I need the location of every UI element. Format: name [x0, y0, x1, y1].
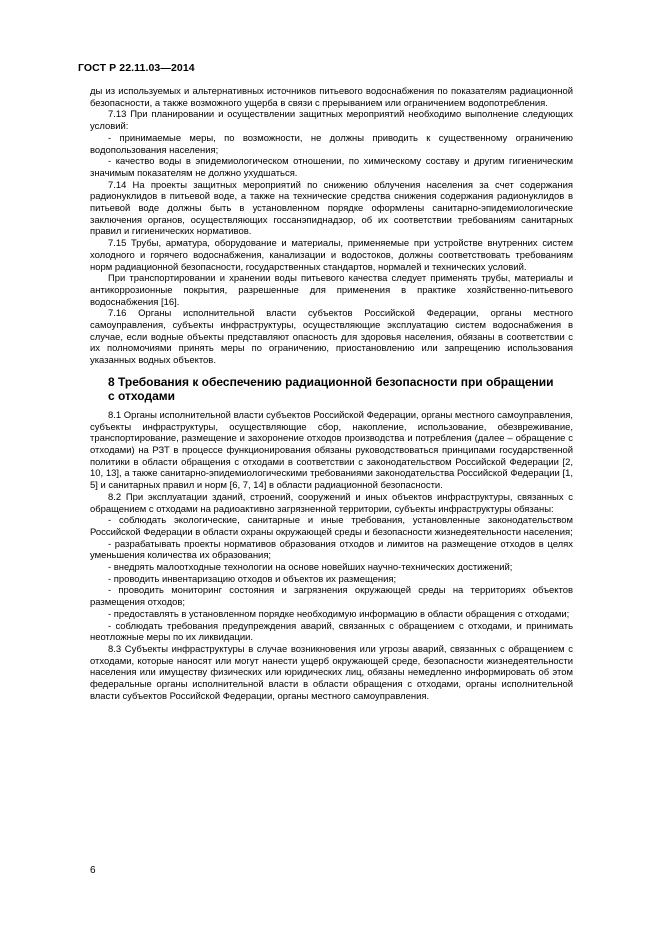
- list-item: - соблюдать экологические, санитарные и иные требования, установленные законодательством Российской Федерации в области охраны окружающей среды и безопасности жизнедеятельности населения;: [90, 515, 573, 538]
- list-item: - проводить инвентаризацию отходов и объектов их размещения;: [108, 573, 397, 585]
- section-heading-line1: 8 Требования к обеспечению радиационной безопасности при обращении: [108, 374, 554, 389]
- clause-7-15: 7.15 Трубы, арматура, оборудование и материалы, применяемые при устройстве внутренних систем холодного и горячего водоснабжения, канализации и водостоков, должны соответствовать требованиям норм радиационной безопасности, государственных стандартов, нормалей и технических условий.: [90, 238, 573, 273]
- list-item: - соблюдать требования предупреждения аварий, связанных с обращением с отходами, и принимать неотложные меры по их ликвидации.: [90, 620, 573, 644]
- list-item: - внедрять малоотходные технологии на основе новейших научно-технических достижений;: [108, 562, 513, 574]
- section-heading-line2: с отходами: [108, 388, 176, 403]
- list-item: - проводить мониторинг состояния и загрязнения окружающей среды на территориях объектов размещения отходов;: [90, 585, 573, 609]
- clause-7-13: 7.13 При планировании и осуществлении защитных мероприятий необходимо выполнение следующих условий:: [90, 109, 573, 133]
- clause-8-3: 8.3 Субъекты инфраструктуры в случае возникновения или угрозы аварий, связанных с обращением с отходами, которые наносят или могут нанести ущерб окружающей среде, безопасности жизнедеятельности населения или имуществу физических или юридических лиц, обязаны немедленно информировать об этом федеральные органы исполнительной власти в области обращения с отходами, органы исполнительной власти субъектов Российской Федерации, органы местного самоуправления.: [90, 643, 573, 702]
- clause-8-1: 8.1 Органы исполнительной власти субъектов Российской Федерации, органы местного самоуправления, субъекты инфраструктуры, осуществляющие сбор, накопление, использование, обезвреживание, транспортирование, размещение и захоронение отходов производства и потребления (далее – обращение с отходами) на РЗТ в процессе функционирования обязаны руководствоваться принципами государственной политики в области обращения с отходами в соответствии с законодательством Российской Федерации [2, 10, 13], а также санитарно-эпидемиологическими требованиями законодательства Российской Федерации [1, 5] и санитарных правил и норм [6, 7, 14] в области радиационной безопасности.: [90, 409, 573, 492]
- list-item: - качество воды в эпидемиологическом отношении, по химическому составу и другим гигиеническим значимым показателям не должно ухудшаться.: [90, 156, 573, 179]
- list-item: - разрабатывать проекты нормативов образования отходов и лимитов на размещение отходов в целях уменьшения количества их образования;: [90, 538, 573, 562]
- clause-7-16: 7.16 Органы исполнительной власти субъектов Российской Федерации, органы местного самоуправления, субъекты инфраструктуры, осуществляющие эксплуатацию систем водоснабжения в случае, если водные объекты представляют опасность для здоровья населения, обязаны в соответствии с их полномочиями принять меры по ограничению, приостановлению или запрещению использования указанных водных объектов.: [90, 308, 573, 367]
- paragraph-continuation: ды из используемых и альтернативных источников питьевого водоснабжения по показателям радиационной безопасности, а также возможного ущерба в связи с прерыванием или ограничением водопотребления.: [90, 86, 573, 109]
- page-number: 6: [90, 865, 96, 876]
- document-body: [90, 86, 573, 702]
- list-item: - предоставлять в установленном порядке необходимую информацию в области обращения с отходами;: [108, 608, 570, 620]
- list-item: - принимаемые меры, по возможности, не должны приводить к существенному ограничению водопользования населения;: [90, 132, 573, 156]
- document-header: ГОСТ Р 22.11.03—2014: [78, 62, 195, 74]
- section-heading: [90, 375, 573, 403]
- paragraph: При транспортировании и хранении воды питьевого качества следует применять трубы, материалы и антикоррозионные покрытия, разрешенные для применения в практике хозяйственно-питьевого водоснабжения [16].: [90, 273, 573, 308]
- clause-8-2: 8.2 При эксплуатации зданий, строений, сооружений и иных объектов инфраструктуры, связанных с обращением с отходами на радиоактивно загрязненной территории, субъекты инфраструктуры обязаны:: [90, 491, 573, 515]
- clause-7-14: 7.14 На проекты защитных мероприятий по снижению облучения населения за счет содержания радионуклидов в питьевой воде, а также на технические средства снижения содержания радионуклидов в питьевой воде должны быть в установленном порядке оформлены санитарно-эпидемиологические заключения органов, осуществляющих госсанэпиднадзор, об их соответствии требованиям санитарных правил и гигиенических нормативов.: [90, 179, 573, 238]
